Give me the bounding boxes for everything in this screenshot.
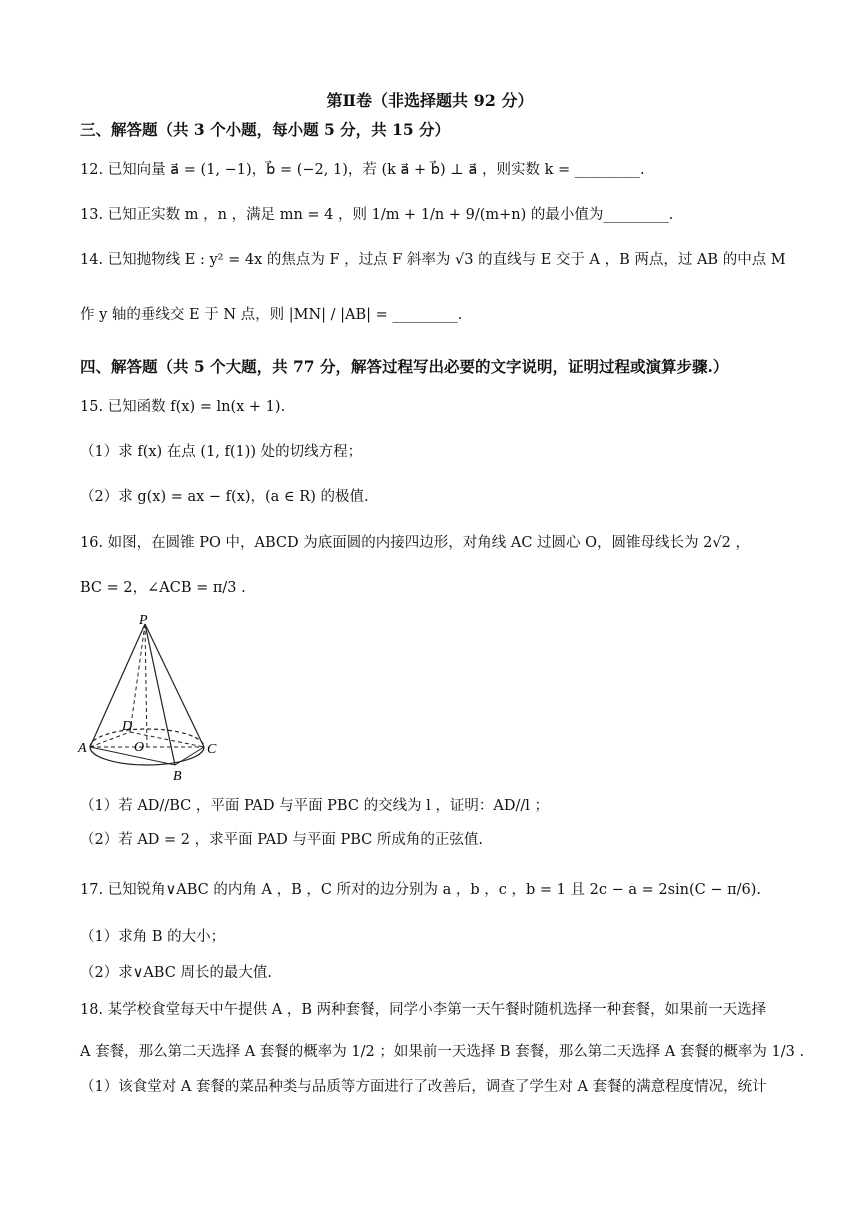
label-P: P xyxy=(139,613,148,628)
label-B: B xyxy=(173,769,182,784)
question-17-part-1: （1）求角 B 的大小； xyxy=(80,929,226,945)
section-3-heading: 三、解答题（共 3 个小题，每小题 5 分，共 15 分） xyxy=(80,120,451,139)
question-16-line-2: BC = 2，∠ACB = π/3 . xyxy=(80,580,246,596)
question-16-part-2: （2）若 AD = 2 ，求平面 PAD 与平面 PBC 所成角的正弦值. xyxy=(80,832,483,848)
question-18-line-3: （1）该食堂对 A 套餐的菜品种类与品质等方面进行了改善后，调查了学生对 A 套餐的满意程度情况，统计 xyxy=(80,1079,767,1095)
section-4-heading: 四、解答题（共 5 个大题，共 77 分，解答过程写出必要的文字说明，证明过程或演算步骤.） xyxy=(80,357,729,376)
question-17-part-2: （2）求∨ABC 周长的最大值. xyxy=(80,965,273,981)
question-13: 13. 已知正实数 m ，n ，满足 mn = 4 ，则 1/m + 1/n + 9/(m+n) 的最小值为_________. xyxy=(80,207,674,223)
part-title: 第Ⅱ卷（非选择题共 92 分） xyxy=(326,91,534,110)
question-12: 12. 已知向量 a⃗ = (1, −1)，b⃗ = (−2, 1)，若 (k a⃗ + b⃗) ⊥ a⃗ ，则实数 k = _________. xyxy=(80,162,645,178)
question-15-part-1: （1）求 f(x) 在点 (1, f(1)) 处的切线方程； xyxy=(80,444,363,460)
question-15-part-2: （2）求 g(x) = ax − f(x)，(a ∈ R) 的极值. xyxy=(80,489,369,505)
question-16-line-1: 16. 如图，在圆锥 PO 中，ABCD 为底面圆的内接四边形，对角线 AC 过圆心 O，圆锥母线长为 2√2 ， xyxy=(80,535,750,551)
question-15: 15. 已知函数 f(x) = ln(x + 1). xyxy=(80,399,286,415)
question-18-line-2: A 套餐，那么第二天选择 A 套餐的概率为 1/2 ；如果前一天选择 B 套餐，那么第二天选择 A 套餐的概率为 1/3 . xyxy=(80,1044,805,1060)
cone-figure xyxy=(72,612,222,787)
question-14-line-1: 14. 已知抛物线 E : y² = 4x 的焦点为 F ，过点 F 斜率为 √3 的直线与 E 交于 A ，B 两点，过 AB 的中点 M xyxy=(80,252,786,268)
question-16-part-1: （1）若 AD//BC ，平面 PAD 与平面 PBC 的交线为 l ，证明：AD//l ； xyxy=(80,798,550,814)
label-O: O xyxy=(134,740,145,755)
label-A: A xyxy=(78,741,87,756)
question-14-line-2: 作 y 轴的垂线交 E 于 N 点，则 |MN| / |AB| = _________. xyxy=(80,307,463,323)
question-17: 17. 已知锐角∨ABC 的内角 A ，B ，C 所对的边分别为 a ，b ，c ，b = 1 且 2c − a = 2sin(C − π/6). xyxy=(80,882,762,898)
question-18-line-1: 18. 某学校食堂每天中午提供 A ，B 两种套餐，同学小李第一天午餐时随机选择一种套餐，如果前一天选择 xyxy=(80,1002,767,1018)
label-D: D xyxy=(122,719,133,734)
label-C: C xyxy=(207,742,217,757)
